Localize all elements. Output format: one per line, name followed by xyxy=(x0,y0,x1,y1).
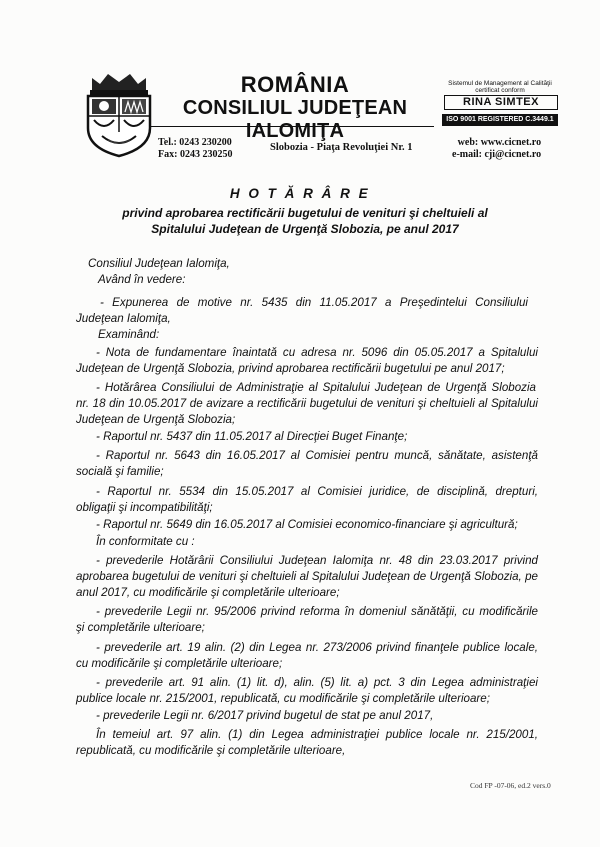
body-line: Judeţean de Urgenţă Slobozia; xyxy=(76,413,236,426)
certification-line-1: Sistemul de Management al Calităţii xyxy=(448,80,552,87)
body-line: În conformitate cu : xyxy=(96,535,195,548)
email-link[interactable]: e-mail: cji@cicnet.ro xyxy=(452,149,542,160)
website-link[interactable]: web: www.cicnet.ro xyxy=(457,137,542,148)
form-code: Cod FP -07-06, ed.2 vers.0 xyxy=(470,781,551,790)
subtitle-line-1: privind aprobarea rectificării bugetului de venituri şi cheltuieli al xyxy=(122,206,488,220)
body-line: - prevederile art. 19 alin. (2) din Legea nr. 273/2006 privind finanţele publice locale, xyxy=(96,641,538,654)
body-line: - prevederile Hotărârii Consiliului Judeţean Ialomiţa nr. 48 din 23.03.2017 privind xyxy=(96,554,538,567)
body-line: - Hotărârea Consiliului de Administraţie al Spitalului Judeţean de Urgenţă Slobozia xyxy=(96,381,536,394)
letterhead-country: ROMÂNIA xyxy=(240,72,350,97)
body-line: nr. 18 din 10.05.2017 de avizare a rectificării bugetului de venituri şi cheltuieli al Spitalului xyxy=(76,397,538,410)
body-line: Consiliul Judeţean Ialomiţa, xyxy=(88,257,230,270)
body-line: aprobarea bugetului de venituri şi cheltuieli al Spitalului Judeţean de Urgenţă Slobozia, pe xyxy=(76,570,538,583)
body-line: Judeţean de Urgenţă Slobozia, privind aprobarea rectificării bugetului pe anul 2017; xyxy=(76,362,505,375)
council-address: Slobozia - Piaţa Revoluţiei Nr. 1 xyxy=(270,142,413,153)
body-line: Judeţean Ialomiţa, xyxy=(76,312,171,325)
body-line: - Raportul nr. 5534 din 15.05.2017 al Comisiei juridice, de disciplină, drepturi, xyxy=(96,485,538,498)
body-line: - Nota de fundamentare înaintată cu adresa nr. 5096 din 05.05.2017 a Spitalului xyxy=(96,346,538,359)
body-line: - Raportul nr. 5643 din 16.05.2017 al Comisiei pentru muncă, sănătate, asistenţă xyxy=(96,449,538,462)
body-line: Examinând: xyxy=(98,328,160,341)
fax-number: Fax: 0243 230250 xyxy=(158,149,233,160)
body-line: - Raportul nr. 5437 din 11.05.2017 al Direcţiei Buget Finanţe; xyxy=(96,430,408,443)
body-line: În temeiul art. 97 alin. (1) din Legea administraţiei publice locale nr. 215/2001, xyxy=(96,728,538,741)
letterhead-council-name: CONSILIUL JUDEŢEAN IALOMIŢA xyxy=(182,97,408,142)
body-line: - Expunerea de motive nr. 5435 din 11.05.2017 a Preşedintelui Consiliului xyxy=(100,296,528,309)
subtitle-line-2: Spitalului Judeţean de Urgenţă Slobozia, pe anul 2017 xyxy=(151,222,459,236)
body-line: - prevederile art. 91 alin. (1) lit. d), alin. (5) lit. a) pct. 3 din Legea administraţiei xyxy=(96,676,538,689)
body-line: - prevederile Legii nr. 95/2006 privind reforma în domeniul sănătăţii, cu modificările xyxy=(96,605,538,618)
body-line: - Raportul nr. 5649 din 16.05.2017 al Comisiei economico-financiare şi agricultură; xyxy=(96,518,518,531)
body-line: cu modificările şi completările ulterioare; xyxy=(76,657,283,670)
certification-registration: ISO 9001 REGISTERED C.3449.1 xyxy=(442,114,558,126)
body-line: - prevederile Legii nr. 6/2017 privind bugetul de stat pe anul 2017, xyxy=(96,709,434,722)
phone-number: Tel.: 0243 230200 xyxy=(158,137,232,148)
body-line: socială şi familie; xyxy=(76,465,164,478)
certification-line-2: certificat conform xyxy=(475,87,525,94)
body-line: anul 2017, cu modificările şi completările ulterioare; xyxy=(76,586,340,599)
body-line: publice locale nr. 215/2001, republicată, cu modificările şi completările ulterioare; xyxy=(76,692,490,705)
document-title: H O T Ă R Â R E xyxy=(229,186,371,201)
body-line: Având în vedere: xyxy=(98,273,186,286)
body-line: republicată, cu modificările şi completările ulterioare, xyxy=(76,744,346,757)
body-line: obligaţii şi incompatibilităţi; xyxy=(76,501,213,514)
certification-logo: RINA SIMTEX xyxy=(444,95,558,110)
body-line: şi completările ulterioare; xyxy=(76,621,205,634)
